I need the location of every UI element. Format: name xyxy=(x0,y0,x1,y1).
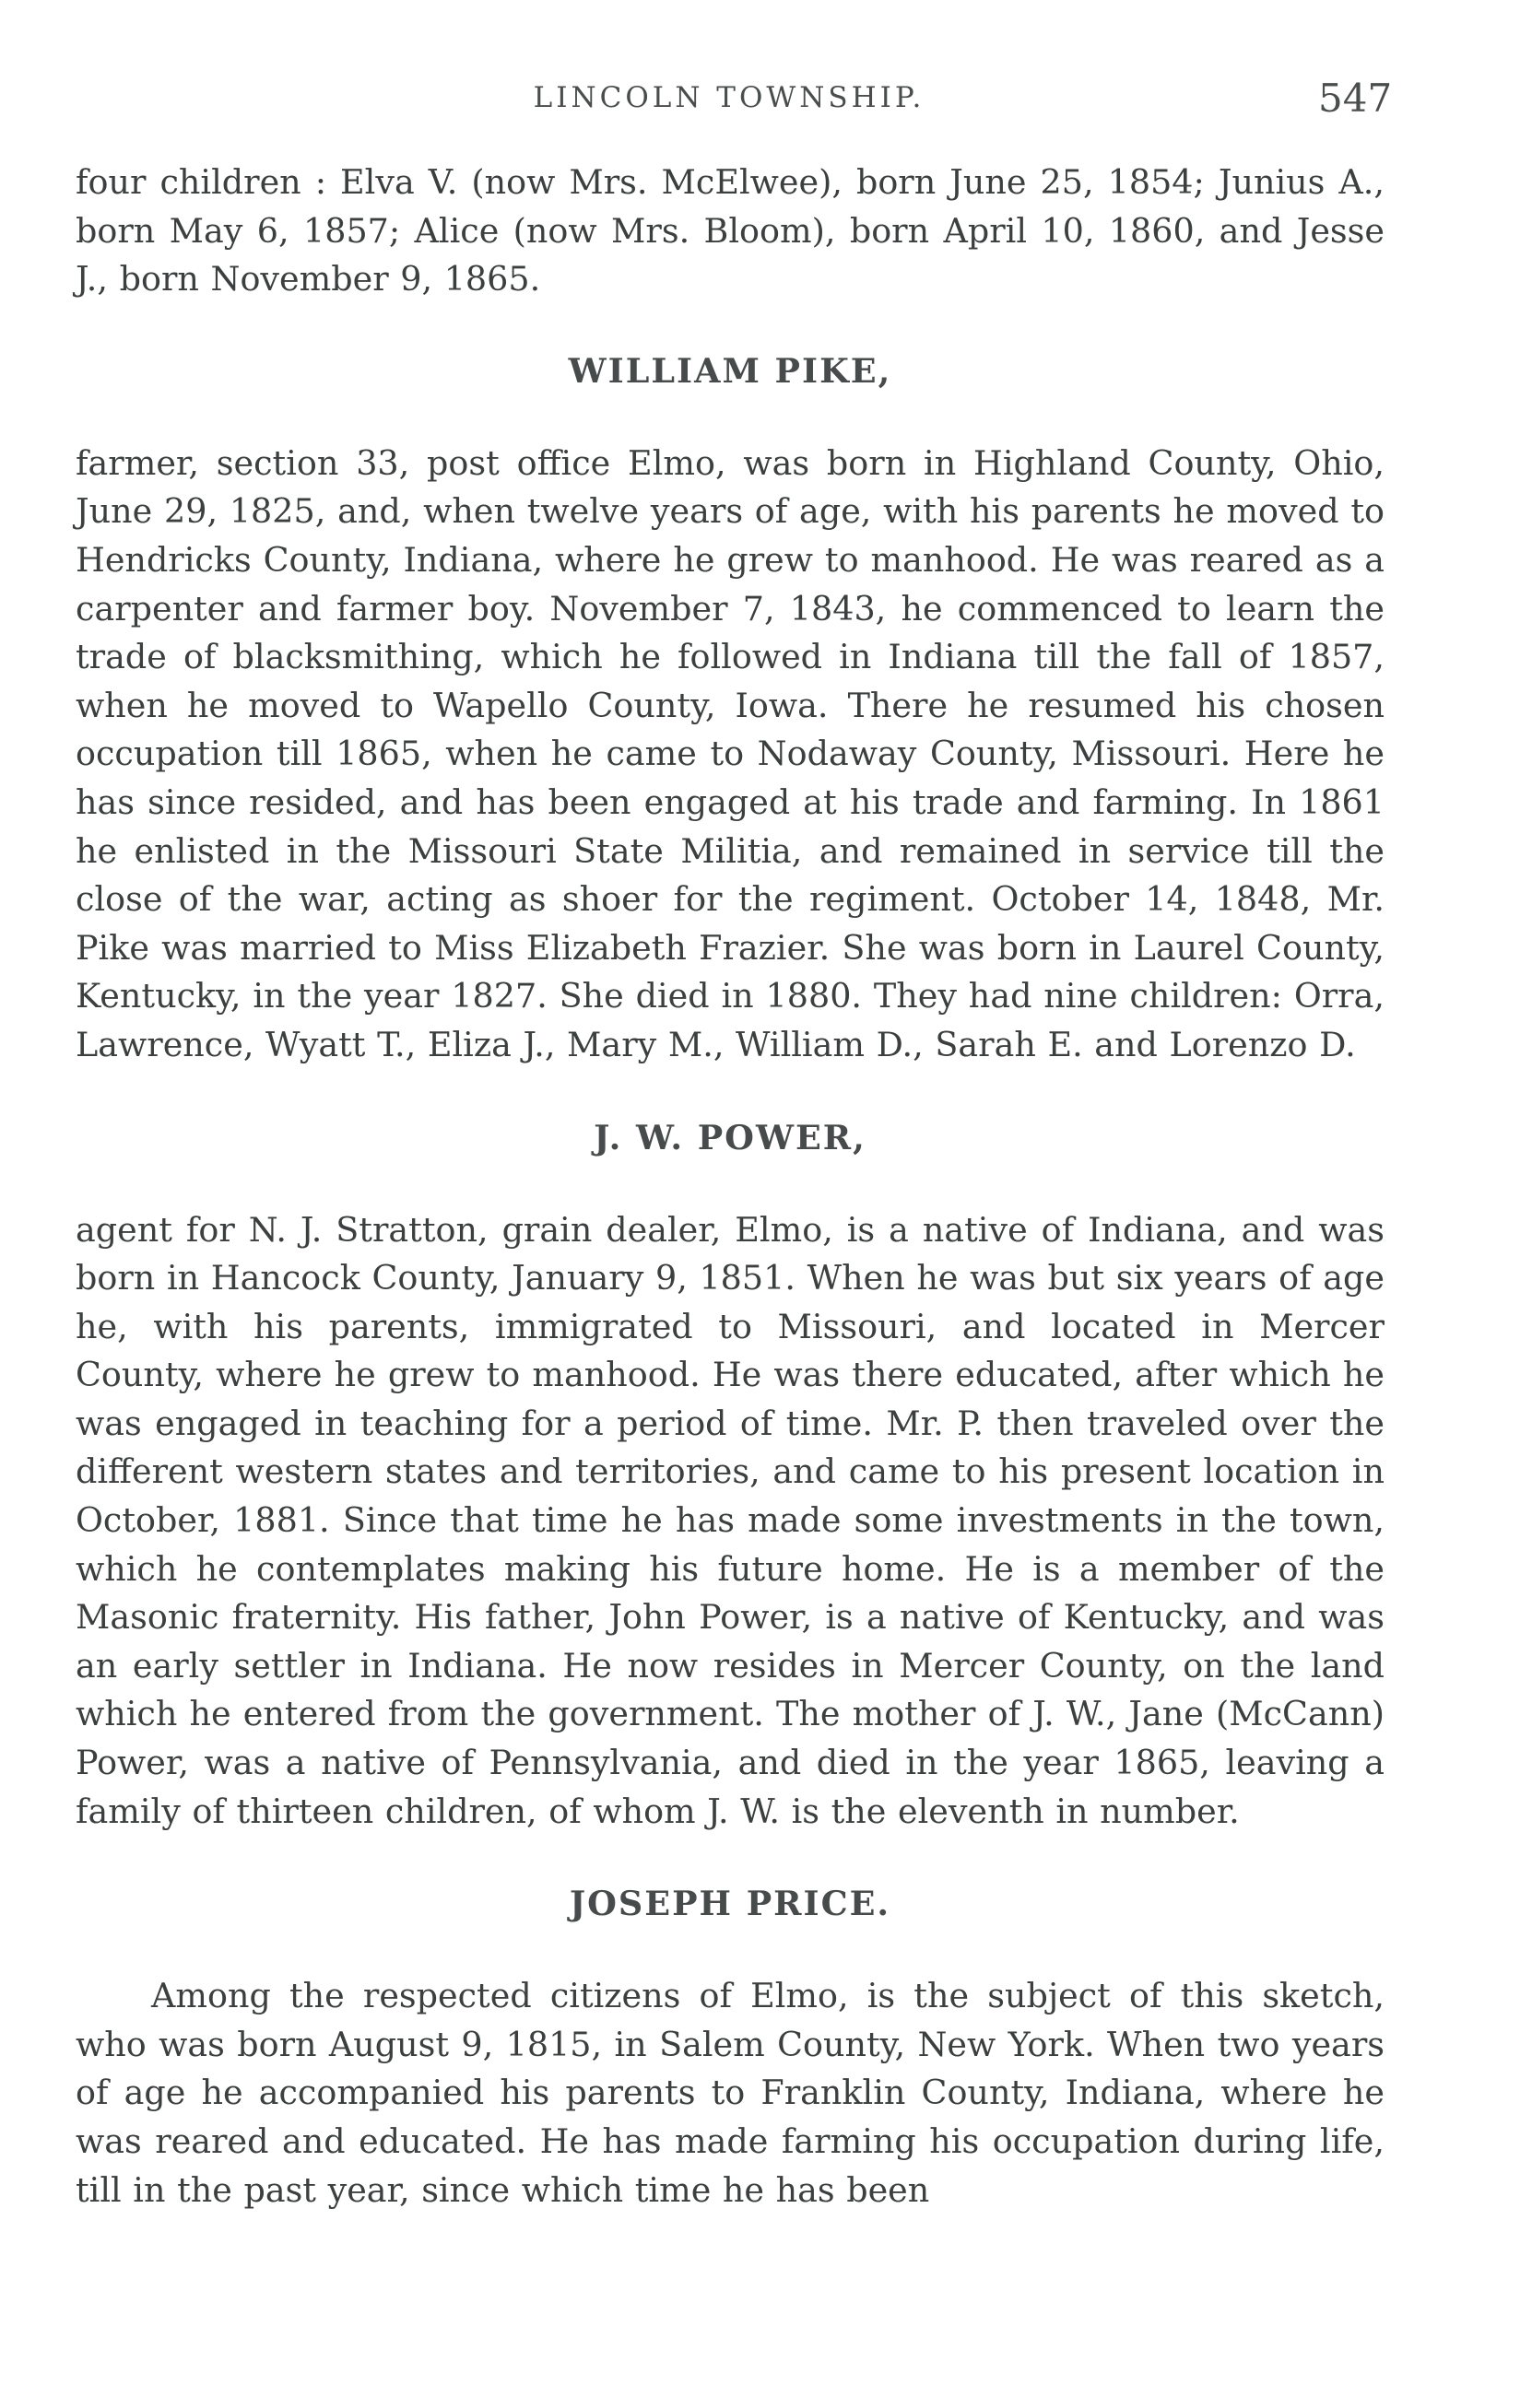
running-head xyxy=(0,76,1532,127)
section-body-william-pike: farmer, section 33, post office Elmo, was born in Highland County, Ohio, June 29, 1825, and, when twelve years of age, with his parents he moved to Hendricks County, Indiana, where he grew to manhood. He was reared as a carpenter and farmer boy. November 7, 1843, he commenced to learn the trade of blacksmithing, which he followed in Indiana till the fall of 1857, when he moved to Wapello County, Iowa. There he resumed his chosen occupation till 1865, when he came to Nodaway County, Missouri. Here he has since resided, and has been engaged at his trade and farming. In 1861 he enlisted in the Missouri State Militia, and remained in service till the close of the war, acting as shoer for the regiment. October 14, 1848, Mr. Pike was married to Miss Elizabeth Frazier. She was born in Laurel County, Kentucky, in the year 1827. She died in 1880. They had nine children: Orra, Lawrence, Wyatt T., Eliza J., Mary M., William D., Sarah E. and Lorenzo D. xyxy=(76,442,1385,1064)
opening-paragraph: four children : Elva V. (now Mrs. McElwee), born June 25, 1854; Junius A., born May 6, 1857; Alice (now Mrs. Bloom), born April 10, 1860, and Jesse J., born November 9, 1865. xyxy=(76,162,1385,300)
section-body-joseph-price: Among the respected citizens of Elmo, is the subject of this sketch, who was born August 9, 1815, in Salem County, New York. When two years of age he accompanied his parents to Franklin County, Indiana, where he was reared and educated. He has made farming his occupation during life, till in the past year, since which time he has been xyxy=(76,1976,1385,2210)
section-heading-j-w-power: J. W. POWER, xyxy=(594,1117,866,1157)
running-title: LINCOLN TOWNSHIP. xyxy=(533,81,925,114)
section-body-j-w-power: agent for N. J. Stratton, grain dealer, Elmo, is a native of Indiana, and was born in Hancock County, January 9, 1851. When he was but six years of age he, with his parents, immigrated to Missouri, and located in Mercer County, where he grew to manhood. He was there educated, after which he was engaged in teaching for a period of time. Mr. P. then traveled over the different western states and territories, and came to his present location in October, 1881. Since that time he has made some investments in the town, which he contemplates making his future home. He is a member of the Masonic fraternity. His father, John Power, is a native of Kentucky, and was an early settler in Indiana. He now resides in Mercer County, on the land which he entered from the government. The mother of J. W., Jane (McCann) Power, was a native of Pennsylvania, and died in the year 1865, leaving a family of thirteen children, of whom J. W. is the eleventh in number. xyxy=(76,1209,1385,1831)
section-heading-william-pike: WILLIAM PIKE, xyxy=(568,350,892,391)
section-heading-joseph-price: JOSEPH PRICE. xyxy=(569,1884,891,1924)
page-body xyxy=(76,159,1385,2214)
page-number: 547 xyxy=(1318,76,1393,121)
